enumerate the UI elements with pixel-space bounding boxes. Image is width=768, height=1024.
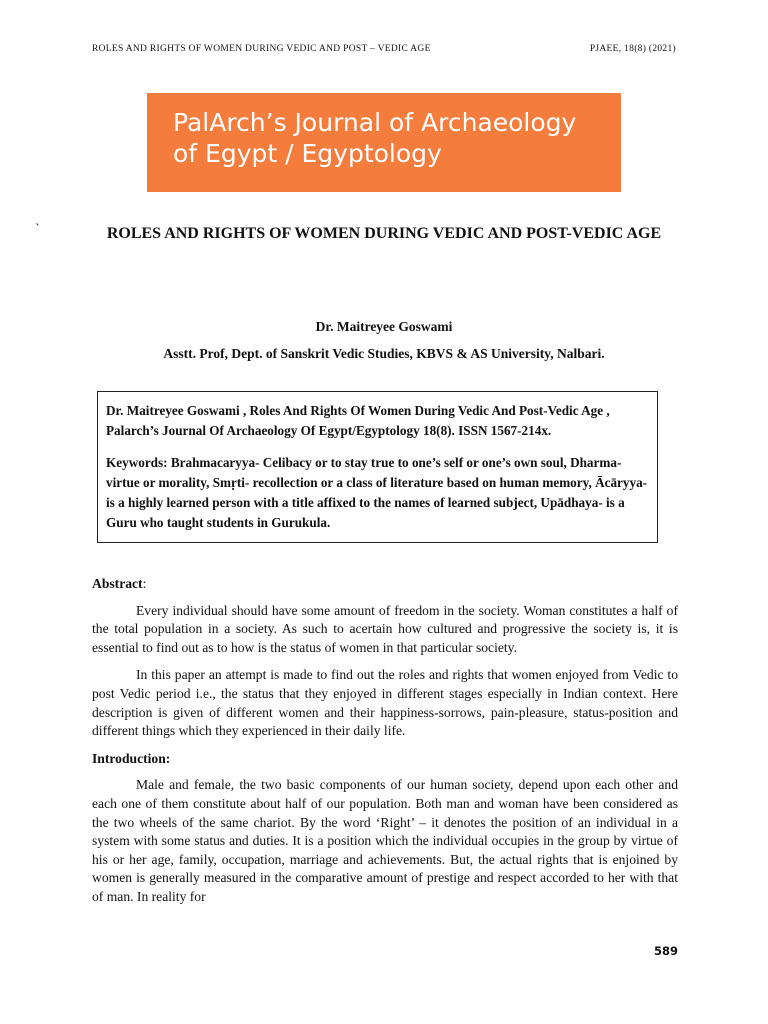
abstract-section	[92, 575, 678, 907]
citation-text: Dr. Maitreyee Goswami , Roles And Rights Of Women During Vedic And Post-Vedic Age , Palarch’s Journal Of Archaeology Of Egypt/Egyptology 18(8). ISSN 1567-214x.	[106, 403, 610, 438]
running-title: ROLES AND RIGHTS OF WOMEN DURING VEDIC AND POST – VEDIC AGE	[92, 44, 431, 54]
stray-mark: `	[35, 222, 40, 237]
banner-line-2: of Egypt / Egyptology	[173, 139, 442, 168]
introduction-paragraph-1: Male and female, the two basic components of our human society, depend upon each other and each one of them constitute about half of our population. Both man and woman have been considered as the two wheels of the same chariot. By the word ‘Right’ – it denotes the position of an individual in a system with some status and duties. It is a position which the individual occupies in the group by virtue of his or her age, family, occupation, marriage and achievements. But, the actual rights that is enjoined by women is generally measured in the comparative amount of prestige and respect accorded to her with that of man. In reality for	[92, 777, 678, 904]
introduction-heading: Introduction:	[92, 750, 171, 766]
abstract-paragraph-1: Every individual should have some amount of freedom in the society. Woman constitutes a half of the total population in a society. As such to acertain how cultured and progressive the society is, it is essential to find out as to how is the status of women in that particular society.	[92, 602, 678, 655]
abstract-heading: Abstract	[92, 576, 143, 591]
journal-banner	[147, 93, 621, 192]
banner-line-1: PalArch’s Journal of Archaeology	[173, 108, 577, 137]
keywords-text: Keywords: Brahmacaryya- Celibacy or to stay true to one’s self or one’s own soul, Dharma- virtue or morality, Smṛti- recollection or a class of literature based on human memory, Ācāryya- is a highly learned person with a title affixed to the names of learned subject, Upādhaya- is a Guru who taught students in Gurukula.	[106, 455, 648, 530]
paper-title: ROLES AND RIGHTS OF WOMEN DURING VEDIC AND POST-VEDIC AGE	[106, 225, 662, 242]
abstract-paragraph-2: In this paper an attempt is made to find out the roles and rights that women enjoyed from Vedic to post Vedic period i.e., the status that they enjoyed in different stages especially in Indian context. Here description is given of different women and their happiness-sorrows, pain-pleasure, status-position and different things which they experienced in their daily life.	[92, 667, 678, 739]
page-number: 589	[653, 944, 678, 958]
citation-box	[97, 391, 658, 543]
journal-reference: PJAEE, 18(8) (2021)	[589, 44, 676, 54]
abstract-heading-line	[92, 575, 678, 594]
author-affiliation: Asstt. Prof, Dept. of Sanskrit Vedic Studies, KBVS & AS University, Nalbari.	[163, 346, 605, 361]
author-name: Dr. Maitreyee Goswami	[315, 319, 453, 334]
abstract-colon: :	[142, 576, 147, 591]
